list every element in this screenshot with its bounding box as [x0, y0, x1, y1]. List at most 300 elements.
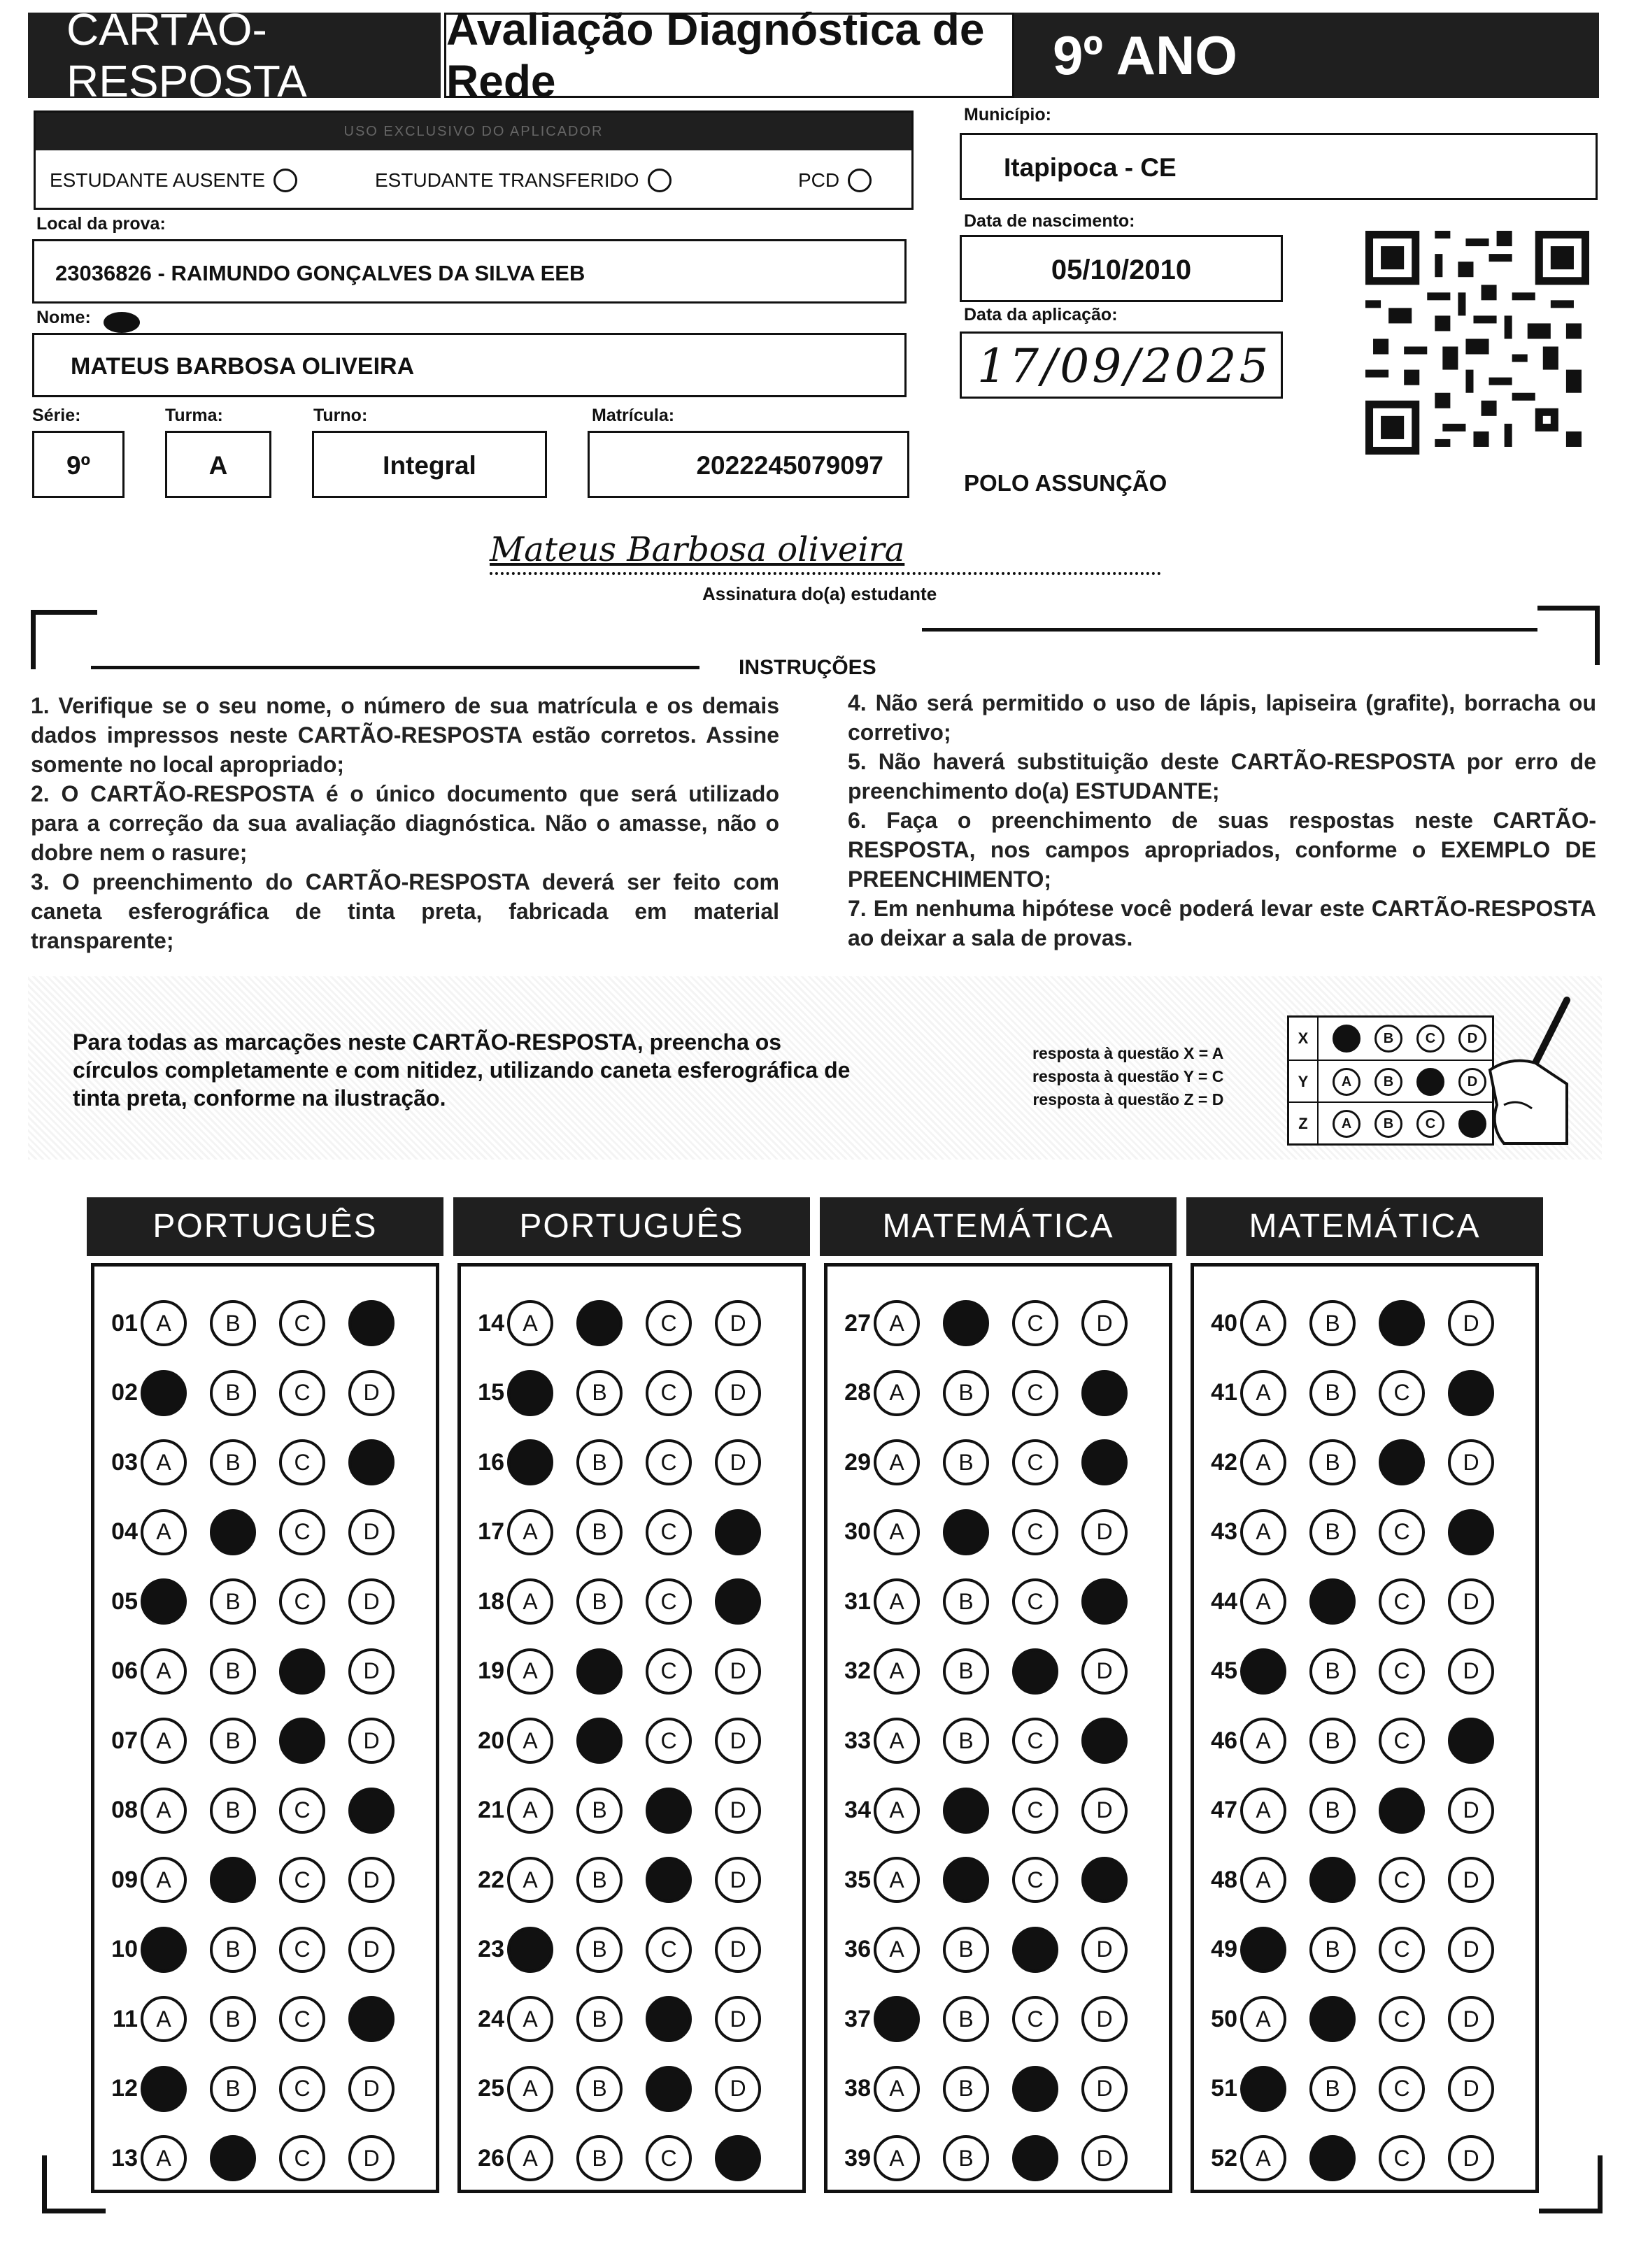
- example-bubble: A: [1333, 1110, 1361, 1138]
- answer-bubble[interactable]: B: [1309, 1509, 1356, 1555]
- answer-bubble[interactable]: [141, 1370, 187, 1416]
- answer-bubble[interactable]: B: [1309, 1648, 1356, 1695]
- answer-bubble[interactable]: C: [1012, 1370, 1058, 1416]
- answer-bubble[interactable]: A: [874, 1370, 920, 1416]
- instruction-3: 3. O preenchimento do CARTÃO-RESPOSTA deverá ser feito com caneta esferográfica de tinta preta, fabricada em material transparente;: [31, 869, 779, 953]
- answer-bubble[interactable]: B: [576, 1857, 623, 1903]
- subject-header: PORTUGUÊS: [87, 1197, 443, 1256]
- answer-bubble[interactable]: [210, 1857, 256, 1903]
- answer-bubble[interactable]: C: [1012, 1300, 1058, 1346]
- answer-bubble[interactable]: D: [348, 1509, 395, 1555]
- signature-line[interactable]: [490, 530, 1161, 575]
- answer-bubble[interactable]: C: [646, 1439, 692, 1485]
- answer-bubble[interactable]: D: [348, 2135, 395, 2181]
- question-number: 28: [844, 1379, 871, 1406]
- answer-bubble[interactable]: C: [279, 1439, 325, 1485]
- answer-bubble[interactable]: A: [141, 1439, 187, 1485]
- answer-bubble[interactable]: C: [279, 1788, 325, 1834]
- answer-bubble[interactable]: [507, 1370, 553, 1416]
- answer-bubble[interactable]: A: [507, 2066, 553, 2112]
- answer-bubble[interactable]: A: [141, 1300, 187, 1346]
- answer-bubble[interactable]: A: [507, 1300, 553, 1346]
- exam-title: Avaliação Diagnóstica de Rede: [444, 13, 1014, 98]
- answer-bubble[interactable]: A: [874, 1648, 920, 1695]
- answer-bubble[interactable]: A: [874, 1439, 920, 1485]
- matricula-label: Matrícula:: [592, 406, 675, 425]
- answer-bubble[interactable]: [348, 1300, 395, 1346]
- question-number: 23: [478, 1936, 504, 1962]
- answer-bubble[interactable]: D: [1448, 1578, 1494, 1625]
- absent-checkbox[interactable]: [50, 169, 297, 192]
- question-number: 24: [478, 2005, 504, 2032]
- answer-bubble[interactable]: C: [1379, 1648, 1425, 1695]
- answer-bubble[interactable]: [141, 1927, 187, 1973]
- answer-bubble[interactable]: C: [279, 1300, 325, 1346]
- answer-bubble[interactable]: B: [210, 2066, 256, 2112]
- question-row: [1194, 1785, 1517, 1836]
- answer-bubble[interactable]: A: [874, 2135, 920, 2181]
- answer-bubble[interactable]: D: [1081, 1927, 1128, 1973]
- answer-bubble[interactable]: [943, 1788, 989, 1834]
- answer-bubble[interactable]: [646, 1996, 692, 2042]
- answer-bubble[interactable]: B: [576, 1370, 623, 1416]
- answer-bubble[interactable]: [507, 1927, 553, 1973]
- answer-bubble[interactable]: C: [646, 1578, 692, 1625]
- answer-bubble[interactable]: B: [1309, 1439, 1356, 1485]
- question-number: 21: [478, 1797, 504, 1823]
- answer-bubble[interactable]: D: [1448, 2066, 1494, 2112]
- question-row: [827, 1646, 1151, 1697]
- local-value: 23036826 - RAIMUNDO GONÇALVES DA SILVA EEB: [55, 261, 585, 285]
- answer-bubble[interactable]: D: [715, 2066, 761, 2112]
- answer-bubble[interactable]: D: [715, 1648, 761, 1695]
- answer-bubble[interactable]: D: [715, 1996, 761, 2042]
- answer-bubble[interactable]: [348, 1439, 395, 1485]
- question-number: 42: [1211, 1448, 1237, 1476]
- answer-bubble[interactable]: A: [507, 1857, 553, 1903]
- matricula-value: 2022245079097: [696, 451, 883, 480]
- answer-bubble[interactable]: B: [1309, 1718, 1356, 1764]
- answer-bubble[interactable]: D: [715, 1718, 761, 1764]
- question-number: 34: [844, 1797, 871, 1823]
- answer-bubble[interactable]: B: [210, 1648, 256, 1695]
- answer-bubble[interactable]: C: [1012, 1996, 1058, 2042]
- answer-bubble[interactable]: B: [1309, 1300, 1356, 1346]
- answer-bubble[interactable]: [1448, 1509, 1494, 1555]
- question-number: 44: [1211, 1588, 1237, 1615]
- municipio-value: Itapipoca - CE: [1004, 153, 1177, 182]
- answer-bubble[interactable]: C: [1012, 1788, 1058, 1834]
- answer-bubble[interactable]: B: [943, 2135, 989, 2181]
- question-row: [827, 1576, 1151, 1627]
- answer-bubble[interactable]: A: [141, 1648, 187, 1695]
- answer-bubble[interactable]: C: [279, 1578, 325, 1625]
- answer-bubble[interactable]: C: [279, 1509, 325, 1555]
- answer-bubble[interactable]: B: [210, 1370, 256, 1416]
- question-row: [827, 1506, 1151, 1558]
- answer-bubble[interactable]: B: [943, 1718, 989, 1764]
- question-row: [827, 1993, 1151, 2045]
- question-number: 04: [111, 1518, 138, 1545]
- question-row: [94, 1297, 418, 1349]
- answer-bubble[interactable]: [1240, 1648, 1286, 1695]
- answer-bubble[interactable]: D: [348, 2066, 395, 2112]
- answer-bubble[interactable]: C: [1379, 1996, 1425, 2042]
- question-row: [1194, 1367, 1517, 1419]
- answer-bubble[interactable]: B: [210, 1788, 256, 1834]
- answer-bubble[interactable]: C: [1379, 2135, 1425, 2181]
- answer-bubble[interactable]: [646, 1857, 692, 1903]
- answer-bubble[interactable]: [1012, 1927, 1058, 1973]
- answer-bubble[interactable]: D: [715, 1439, 761, 1485]
- application-date-value: 17/09/2025: [977, 339, 1272, 393]
- answer-bubble[interactable]: [943, 1857, 989, 1903]
- applicator-bar: USO EXCLUSIVO DO APLICADOR: [36, 113, 911, 150]
- answer-bubble[interactable]: A: [1240, 1996, 1286, 2042]
- question-row: [461, 1924, 784, 1976]
- answer-bubble[interactable]: C: [1379, 1718, 1425, 1764]
- question-number: 46: [1211, 1727, 1237, 1754]
- answer-bubble[interactable]: A: [1240, 1509, 1286, 1555]
- answer-bubble[interactable]: D: [1081, 1648, 1128, 1695]
- answer-bubble[interactable]: D: [348, 1578, 395, 1625]
- answer-bubble[interactable]: C: [646, 1370, 692, 1416]
- answer-bubble[interactable]: D: [1081, 1996, 1128, 2042]
- answer-bubble[interactable]: B: [576, 1927, 623, 1973]
- answer-bubble[interactable]: B: [576, 1788, 623, 1834]
- answer-bubble[interactable]: B: [943, 2066, 989, 2112]
- answer-bubble[interactable]: C: [646, 1718, 692, 1764]
- example-bubble: D: [1458, 1068, 1486, 1096]
- answer-bubble[interactable]: [576, 1718, 623, 1764]
- answer-bubble[interactable]: A: [874, 1300, 920, 1346]
- answer-bubble[interactable]: B: [1309, 1788, 1356, 1834]
- answer-bubble[interactable]: D: [1448, 1788, 1494, 1834]
- question-row: [1194, 1646, 1517, 1697]
- answer-bubble[interactable]: [348, 1996, 395, 2042]
- answer-bubble[interactable]: [874, 1996, 920, 2042]
- answer-bubble[interactable]: D: [348, 1857, 395, 1903]
- answer-bubble[interactable]: C: [646, 1509, 692, 1555]
- question-number: 47: [1211, 1797, 1237, 1823]
- question-number: 03: [111, 1448, 138, 1476]
- birthdate-value: 05/10/2010: [1051, 255, 1192, 285]
- answer-bubble[interactable]: B: [943, 1996, 989, 2042]
- answer-bubble[interactable]: C: [1012, 1578, 1058, 1625]
- question-row: [461, 1367, 784, 1419]
- answer-bubble[interactable]: [348, 1788, 395, 1834]
- instruction-7: 7. Em nenhuma hipótese você poderá levar este CARTÃO-RESPOSTA ao deixar a sala de provas.: [848, 896, 1596, 950]
- answer-bubble[interactable]: B: [1309, 1370, 1356, 1416]
- answer-bubble[interactable]: A: [141, 1718, 187, 1764]
- answer-bubble[interactable]: C: [1012, 1509, 1058, 1555]
- answer-bubble[interactable]: D: [1448, 1927, 1494, 1973]
- answer-bubble[interactable]: B: [576, 2066, 623, 2112]
- answer-bubble[interactable]: [715, 1509, 761, 1555]
- answer-bubble[interactable]: D: [348, 1648, 395, 1695]
- answer-bubble[interactable]: C: [1012, 1439, 1058, 1485]
- answer-bubble[interactable]: [646, 2066, 692, 2112]
- answer-bubble[interactable]: C: [646, 1300, 692, 1346]
- question-number: 05: [111, 1588, 138, 1615]
- matricula-field: [588, 431, 909, 498]
- subject-header: PORTUGUÊS: [453, 1197, 810, 1256]
- hand-pen-icon: [1462, 993, 1574, 1147]
- answer-bubble[interactable]: B: [210, 1927, 256, 1973]
- question-row: [827, 1854, 1151, 1906]
- question-number: 40: [1211, 1309, 1237, 1336]
- answer-column: [91, 1263, 439, 2193]
- answer-bubble[interactable]: C: [1379, 1927, 1425, 1973]
- question-number: 12: [111, 2075, 138, 2102]
- question-row: [461, 1993, 784, 2045]
- answer-bubble[interactable]: A: [141, 1788, 187, 1834]
- answer-bubble[interactable]: [1309, 1996, 1356, 2042]
- answer-bubble[interactable]: D: [1081, 2066, 1128, 2112]
- answer-bubble[interactable]: B: [210, 1996, 256, 2042]
- answer-bubble[interactable]: D: [348, 1927, 395, 1973]
- answer-bubble[interactable]: A: [141, 1857, 187, 1903]
- answer-bubble[interactable]: C: [279, 1857, 325, 1903]
- answer-bubble[interactable]: B: [576, 1509, 623, 1555]
- answer-bubble[interactable]: [1081, 1578, 1128, 1625]
- answer-bubble[interactable]: [646, 1788, 692, 1834]
- answer-bubble[interactable]: D: [348, 1370, 395, 1416]
- answer-bubble[interactable]: [279, 1648, 325, 1695]
- answer-bubble[interactable]: B: [943, 1648, 989, 1695]
- answer-bubble[interactable]: [279, 1718, 325, 1764]
- answer-bubble[interactable]: D: [1081, 1300, 1128, 1346]
- answer-bubble[interactable]: [1081, 1439, 1128, 1485]
- grade-title: 9º ANO: [1014, 13, 1599, 98]
- example-bubble: A: [1333, 1068, 1361, 1096]
- turno-label: Turno:: [313, 406, 368, 425]
- turno-field: [312, 431, 547, 498]
- answer-bubble[interactable]: [1448, 1370, 1494, 1416]
- answer-bubble[interactable]: [507, 1439, 553, 1485]
- answer-bubble[interactable]: [1379, 1439, 1425, 1485]
- answer-bubble[interactable]: A: [874, 1509, 920, 1555]
- answer-bubble[interactable]: A: [141, 2135, 187, 2181]
- answer-bubble[interactable]: B: [210, 1718, 256, 1764]
- answer-bubble[interactable]: B: [943, 1439, 989, 1485]
- answer-bubble[interactable]: [1448, 1718, 1494, 1764]
- answer-bubble[interactable]: [715, 2135, 761, 2181]
- transferred-checkbox[interactable]: [375, 169, 672, 192]
- question-row: [461, 2063, 784, 2115]
- example-bubble: B: [1374, 1025, 1402, 1053]
- answer-bubble[interactable]: [210, 2135, 256, 2181]
- answer-bubble[interactable]: C: [1012, 1718, 1058, 1764]
- answer-bubble[interactable]: A: [141, 1996, 187, 2042]
- answer-bubble[interactable]: [1309, 1857, 1356, 1903]
- question-row: [827, 1367, 1151, 1419]
- answer-bubble[interactable]: D: [1081, 2135, 1128, 2181]
- answer-bubble[interactable]: D: [1448, 1439, 1494, 1485]
- answer-bubble[interactable]: A: [507, 2135, 553, 2181]
- answer-bubble[interactable]: A: [1240, 2135, 1286, 2181]
- turma-field: [165, 431, 271, 498]
- question-row: [827, 1297, 1151, 1349]
- instructions-right: [848, 688, 1596, 953]
- answer-bubble[interactable]: D: [1448, 1300, 1494, 1346]
- answer-bubble[interactable]: [141, 2066, 187, 2112]
- answer-bubble[interactable]: [1379, 1300, 1425, 1346]
- answer-bubble[interactable]: [210, 1509, 256, 1555]
- question-row: [1194, 1297, 1517, 1349]
- answer-bubble[interactable]: C: [1379, 1370, 1425, 1416]
- question-number: 22: [478, 1866, 504, 1893]
- answer-bubble[interactable]: B: [576, 1996, 623, 2042]
- answer-bubble[interactable]: B: [576, 2135, 623, 2181]
- instruction-2: 2. O CARTÃO-RESPOSTA é o único documento que será utilizado para a correção da sua avaliação diagnóstica. Não o amasse, não o dobre nem o rasure;: [31, 781, 779, 865]
- answer-bubble[interactable]: A: [507, 1509, 553, 1555]
- pcd-circle[interactable]: [848, 169, 872, 192]
- answer-bubble[interactable]: A: [1240, 1788, 1286, 1834]
- answer-bubble[interactable]: A: [1240, 1370, 1286, 1416]
- answer-bubble[interactable]: C: [1379, 1857, 1425, 1903]
- answer-bubble[interactable]: [1240, 2066, 1286, 2112]
- answer-bubble[interactable]: A: [507, 1788, 553, 1834]
- question-number: 31: [844, 1588, 871, 1615]
- question-number: 49: [1211, 1936, 1237, 1962]
- answer-bubble[interactable]: C: [279, 1370, 325, 1416]
- answer-bubble[interactable]: C: [646, 1927, 692, 1973]
- answer-bubble[interactable]: C: [279, 2135, 325, 2181]
- answer-bubble[interactable]: B: [943, 1578, 989, 1625]
- answer-bubble[interactable]: [576, 1648, 623, 1695]
- answer-bubble[interactable]: D: [715, 1788, 761, 1834]
- question-row: [94, 1576, 418, 1627]
- answer-bubble[interactable]: C: [279, 1996, 325, 2042]
- question-number: 17: [478, 1518, 504, 1545]
- question-row: [1194, 1924, 1517, 1976]
- pcd-checkbox[interactable]: [798, 169, 872, 192]
- instructions-rule-right: [922, 628, 1537, 632]
- answer-bubble[interactable]: D: [1448, 1648, 1494, 1695]
- answer-bubble[interactable]: [943, 1509, 989, 1555]
- answer-bubble[interactable]: B: [943, 1927, 989, 1973]
- example-bubble: B: [1374, 1068, 1402, 1096]
- answer-bubble[interactable]: A: [1240, 1578, 1286, 1625]
- answer-bubble[interactable]: B: [1309, 2066, 1356, 2112]
- answer-bubble[interactable]: A: [507, 1718, 553, 1764]
- question-number: 08: [111, 1797, 138, 1823]
- answer-bubble[interactable]: A: [1240, 1439, 1286, 1485]
- answer-bubble[interactable]: B: [210, 1300, 256, 1346]
- answer-bubble[interactable]: C: [1012, 1857, 1058, 1903]
- answer-bubble[interactable]: A: [874, 1927, 920, 1973]
- answer-bubble[interactable]: [1081, 1718, 1128, 1764]
- answer-bubble[interactable]: D: [1448, 1996, 1494, 2042]
- answer-bubble[interactable]: B: [1309, 1927, 1356, 1973]
- question-number: 36: [844, 1936, 871, 1962]
- answer-bubble[interactable]: [576, 1300, 623, 1346]
- answer-bubble[interactable]: [1081, 1370, 1128, 1416]
- answer-bubble[interactable]: [1081, 1857, 1128, 1903]
- name-value: MATEUS BARBOSA OLIVEIRA: [71, 353, 415, 380]
- answer-bubble[interactable]: D: [715, 1927, 761, 1973]
- example-bubble: C: [1416, 1110, 1444, 1138]
- answer-bubble[interactable]: D: [1448, 2135, 1494, 2181]
- answer-bubble[interactable]: [1309, 2135, 1356, 2181]
- answer-bubble[interactable]: A: [874, 2066, 920, 2112]
- answer-bubble[interactable]: B: [576, 1578, 623, 1625]
- answer-bubble[interactable]: A: [507, 1578, 553, 1625]
- answer-bubble[interactable]: D: [715, 1370, 761, 1416]
- answer-bubble[interactable]: B: [210, 1439, 256, 1485]
- question-row: [827, 2063, 1151, 2115]
- answer-bubble[interactable]: A: [507, 1648, 553, 1695]
- answer-bubble[interactable]: A: [874, 1788, 920, 1834]
- answer-bubble[interactable]: [1309, 1578, 1356, 1625]
- answer-bubble[interactable]: D: [1081, 1788, 1128, 1834]
- question-row: [94, 1506, 418, 1558]
- instruction-6: 6. Faça o preenchimento de suas respostas neste CARTÃO-RESPOSTA, nos campos apropriados, conforme o EXEMPLO DE PREENCHIMENTO;: [848, 808, 1596, 892]
- answer-bubble[interactable]: D: [1081, 1509, 1128, 1555]
- applicator-panel: [34, 110, 914, 210]
- answer-bubble[interactable]: A: [141, 1509, 187, 1555]
- turno-value: Integral: [383, 451, 476, 480]
- answer-bubble[interactable]: C: [646, 2135, 692, 2181]
- transferred-circle[interactable]: [648, 169, 672, 192]
- answer-bubble[interactable]: [1012, 2066, 1058, 2112]
- answer-bubble[interactable]: [1379, 1788, 1425, 1834]
- answer-bubble[interactable]: A: [1240, 1857, 1286, 1903]
- question-number: 43: [1211, 1518, 1237, 1545]
- example-row-label: Y: [1289, 1061, 1319, 1103]
- answer-bubble[interactable]: [1240, 1927, 1286, 1973]
- answer-bubble[interactable]: C: [646, 1648, 692, 1695]
- example-legend-y: resposta à questão Y = C: [1032, 1067, 1224, 1085]
- answer-bubble[interactable]: B: [943, 1370, 989, 1416]
- answer-bubble[interactable]: A: [874, 1857, 920, 1903]
- question-row: [94, 1854, 418, 1906]
- answer-bubble[interactable]: C: [279, 2066, 325, 2112]
- question-number: 38: [844, 2075, 871, 2102]
- answer-bubble[interactable]: [715, 1578, 761, 1625]
- answer-bubble[interactable]: C: [1379, 1509, 1425, 1555]
- answer-bubble[interactable]: D: [715, 1300, 761, 1346]
- application-date-label: Data da aplicação:: [964, 305, 1118, 324]
- answer-bubble[interactable]: A: [1240, 1300, 1286, 1346]
- example-legend-x: resposta à questão X = A: [1032, 1044, 1224, 1062]
- absent-circle[interactable]: [273, 169, 297, 192]
- question-number: 29: [844, 1448, 871, 1476]
- answer-bubble[interactable]: B: [576, 1439, 623, 1485]
- answer-bubble[interactable]: C: [1379, 1578, 1425, 1625]
- answer-bubble[interactable]: D: [1448, 1857, 1494, 1903]
- answer-bubble[interactable]: A: [507, 1996, 553, 2042]
- answer-bubble[interactable]: [943, 1300, 989, 1346]
- answer-bubble[interactable]: D: [715, 1857, 761, 1903]
- answer-bubble[interactable]: [1012, 1648, 1058, 1695]
- answer-bubble[interactable]: C: [1379, 2066, 1425, 2112]
- answer-bubble[interactable]: A: [1240, 1718, 1286, 1764]
- answer-bubble[interactable]: B: [210, 1578, 256, 1625]
- answer-bubble[interactable]: A: [874, 1718, 920, 1764]
- answer-bubble[interactable]: [1012, 2135, 1058, 2181]
- question-number: 07: [111, 1727, 138, 1754]
- application-date-field[interactable]: [960, 331, 1283, 399]
- answer-bubble[interactable]: A: [874, 1578, 920, 1625]
- pcd-label: PCD: [798, 169, 840, 191]
- qr-code-icon: [1365, 231, 1589, 455]
- answer-bubble[interactable]: C: [279, 1927, 325, 1973]
- answer-bubble[interactable]: D: [348, 1718, 395, 1764]
- transferred-label: ESTUDANTE TRANSFERIDO: [375, 169, 639, 191]
- answer-bubble[interactable]: [141, 1578, 187, 1625]
